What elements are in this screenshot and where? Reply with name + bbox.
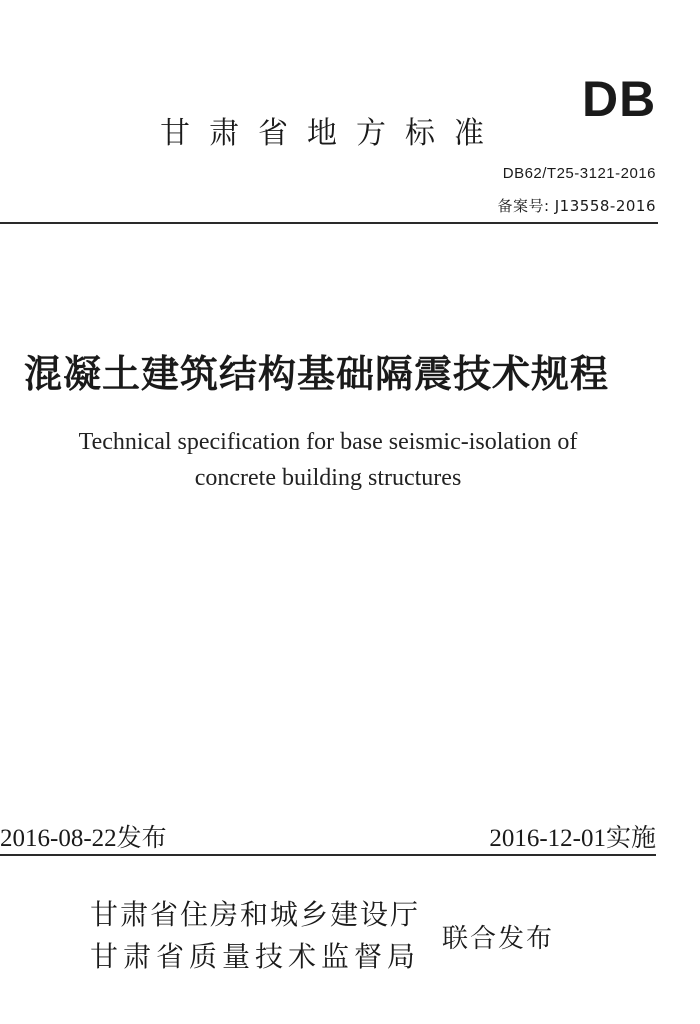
standard-type: 甘肃省地方标准 [160,116,503,151]
title-english-line1: Technical specification for base seismic-isolation of [78,429,578,455]
issue-date: 2016-08-22发布 [0,825,167,852]
implementation-date: 2016-12-01实施 [489,825,656,852]
standard-number: DB62/T25-3121-2016 [502,165,656,182]
db-logo: DB [582,71,657,127]
title-english [0,424,656,496]
issuer-1: 甘肃省住房和城乡建设厅 [90,898,421,931]
joint-issue-label: 联合发布 [442,924,555,954]
title-chinese: 混凝土建筑结构基础隔震技术规程 [24,351,610,396]
bottom-divider [0,854,656,856]
title-english-line2: concrete building structures [194,465,462,491]
issuer-2: 甘肃省质量技术监督局 [90,940,421,973]
filing-number: 备案号: J13558-2016 [497,197,656,215]
top-divider [0,222,658,224]
